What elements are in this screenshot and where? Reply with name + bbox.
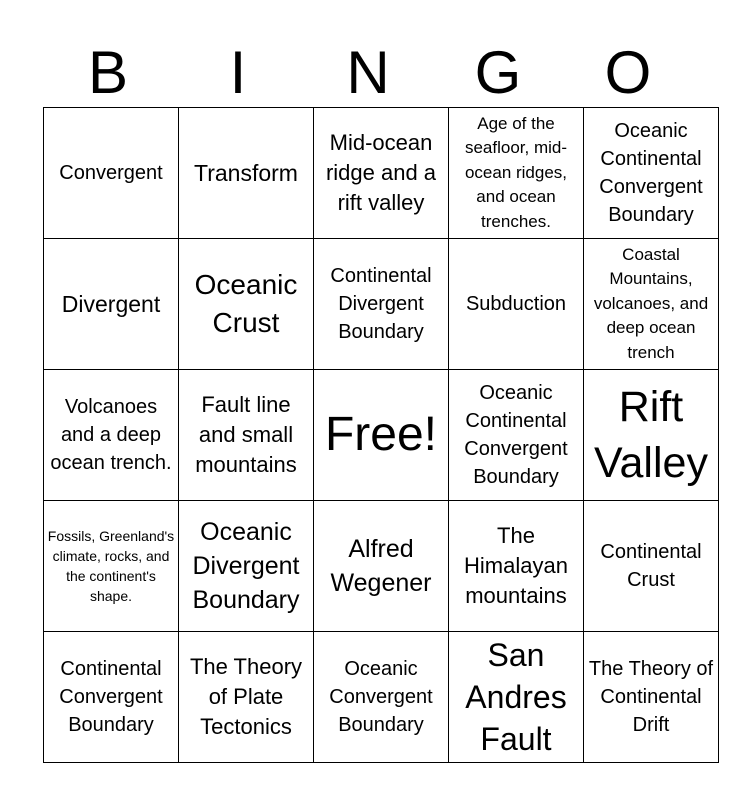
free-space: Free! xyxy=(314,370,449,501)
bingo-cell: The Theory of Plate Tectonics xyxy=(179,632,314,763)
bingo-cell: The Himalayan mountains xyxy=(449,501,584,632)
board-row xyxy=(44,108,719,239)
bingo-cell: Convergent xyxy=(44,108,179,239)
header-letter-n: N xyxy=(346,39,390,106)
bingo-cell: San Andres Fault xyxy=(449,632,584,763)
bingo-cell: Continental Convergent Boundary xyxy=(44,632,179,763)
board-row xyxy=(44,239,719,370)
bingo-cell: Fault line and small mountains xyxy=(179,370,314,501)
bingo-cell: Rift Valley xyxy=(584,370,719,501)
bingo-cell: Oceanic Continental Convergent Boundary xyxy=(584,108,719,239)
bingo-cell: Continental Crust xyxy=(584,501,719,632)
header-letter-i: I xyxy=(229,39,247,106)
bingo-cell: Oceanic Crust xyxy=(179,239,314,370)
header-letter-g: G xyxy=(474,39,522,106)
bingo-cell: Alfred Wegener xyxy=(314,501,449,632)
header-letter-o: O xyxy=(604,39,652,106)
bingo-header xyxy=(43,40,693,106)
bingo-cell: Continental Divergent Boundary xyxy=(314,239,449,370)
board-row xyxy=(44,370,719,501)
bingo-cell: Oceanic Divergent Boundary xyxy=(179,501,314,632)
bingo-cell: Oceanic Convergent Boundary xyxy=(314,632,449,763)
bingo-cell: Subduction xyxy=(449,239,584,370)
bingo-cell: Mid-ocean ridge and a rift valley xyxy=(314,108,449,239)
bingo-cell: Fossils, Greenland's climate, rocks, and the continent's shape. xyxy=(44,501,179,632)
bingo-cell: Transform xyxy=(179,108,314,239)
bingo-board xyxy=(43,107,719,763)
bingo-cell: Coastal Mountains, volcanoes, and deep ocean trench xyxy=(584,239,719,370)
bingo-cell: Divergent xyxy=(44,239,179,370)
bingo-cell: Volcanoes and a deep ocean trench. xyxy=(44,370,179,501)
board-row xyxy=(44,632,719,763)
bingo-cell: Oceanic Continental Convergent Boundary xyxy=(449,370,584,501)
board-row xyxy=(44,501,719,632)
bingo-cell: The Theory of Continental Drift xyxy=(584,632,719,763)
bingo-cell: Age of the seafloor, mid-ocean ridges, and ocean trenches. xyxy=(449,108,584,239)
header-letter-b: B xyxy=(87,39,129,106)
